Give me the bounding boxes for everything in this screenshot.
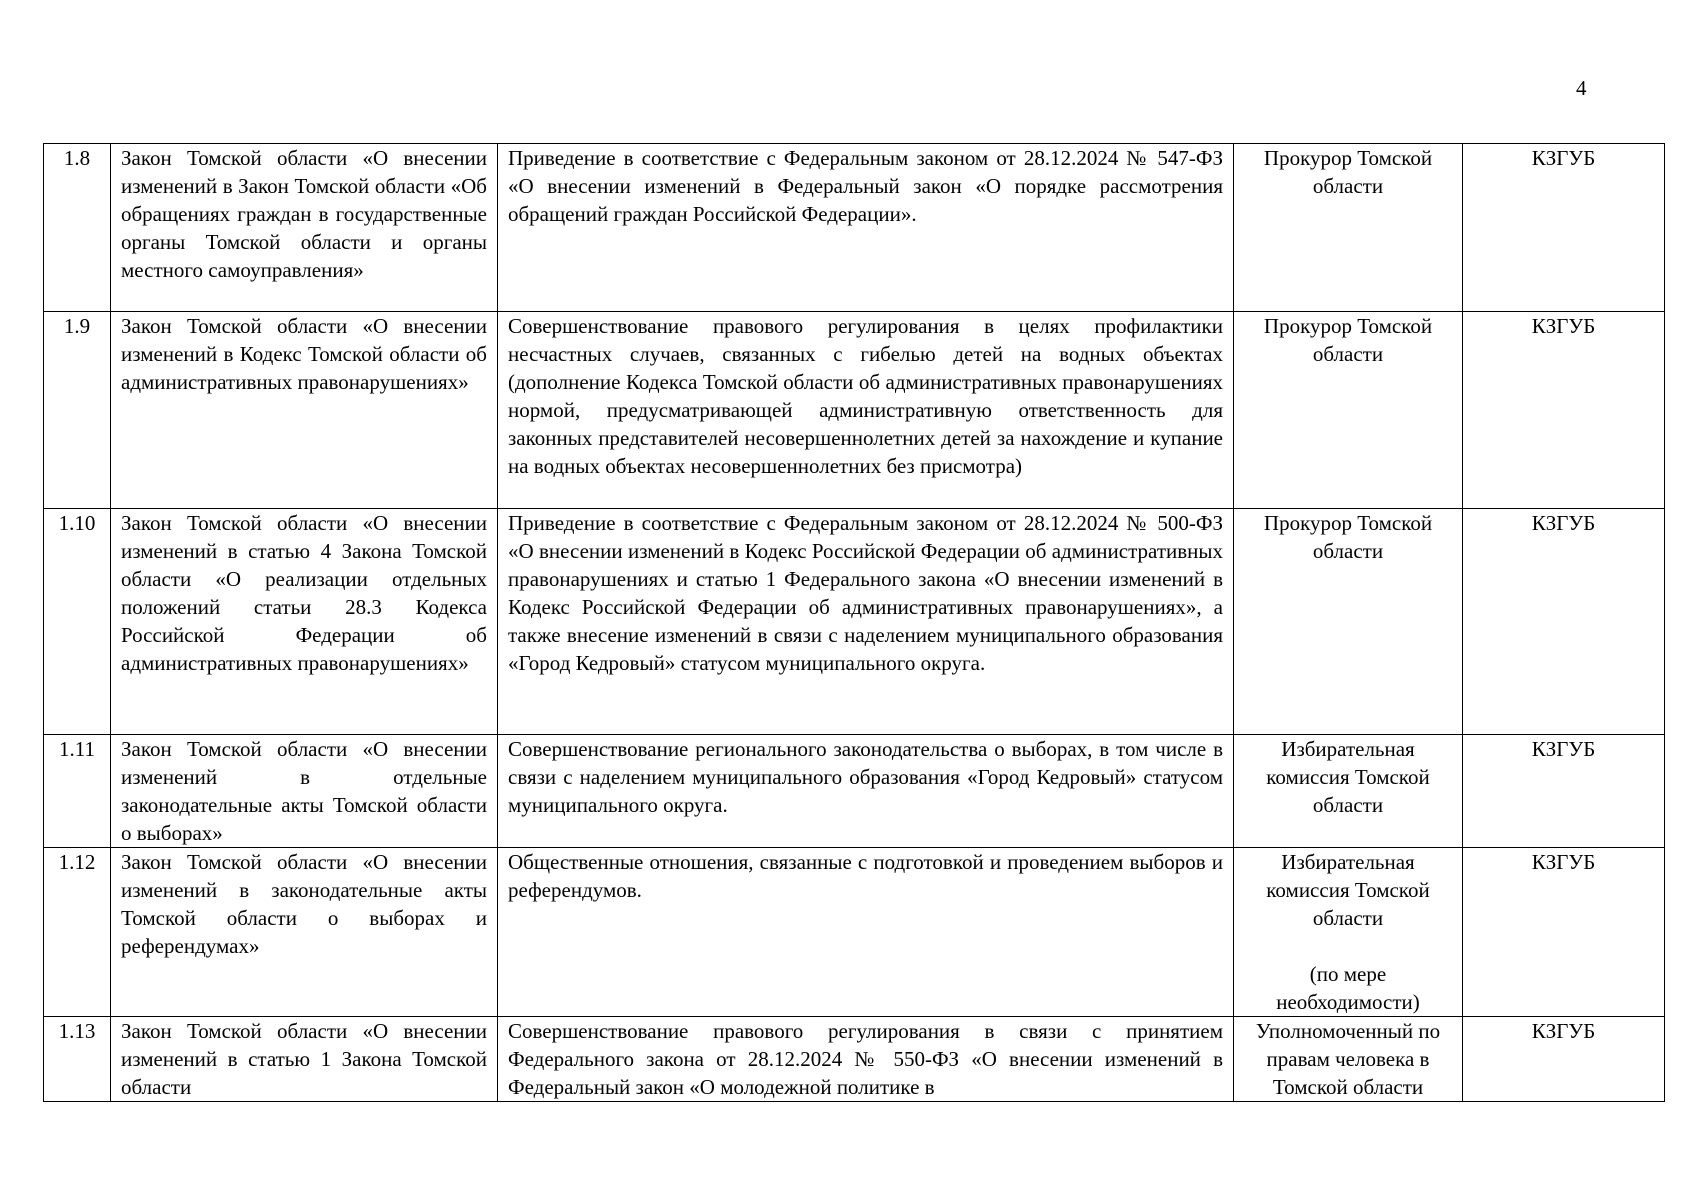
legislation-plan-table [43,143,1665,1102]
initiator-note: (по мере необходимости) [1276,962,1420,1014]
law-title: Закон Томской области «О внесении изменений в Закон Томской области «Об обращениях граждан в государственные органы Томской области и органы местного самоуправления» [111,144,498,312]
row-number: 1.13 [44,1017,111,1102]
table-row [44,848,1665,1017]
law-reason: Приведение в соответствие с Федеральным законом от 28.12.2024 № 500-ФЗ «О внесении изменений в Кодекс Российской Федерации об административных правонарушениях и статью 1 Федерального закона «О внесении изменений в Кодекс Российской Федерации об административных правонарушениях», а также внесение изменений в связи с наделением муниципального образования «Город Кедровый» статусом муниципального округа. [498,509,1234,735]
table-row [44,1017,1665,1102]
initiator: Избирательная комиссия Томской области [1266,850,1430,930]
initiator-cell [1234,848,1463,1017]
responsible-committee: КЗГУБ [1463,509,1665,735]
law-reason [498,1017,1234,1102]
initiator-cell [1234,144,1463,312]
initiator: Уполномоченный по правам человека в Томской области [1255,1019,1441,1099]
law-title: Закон Томской области «О внесении изменений в законодательные акты Томской области о выборах и референдумах» [111,848,498,1017]
law-title [111,1017,498,1102]
row-number: 1.8 [44,144,111,312]
table-row [44,735,1665,848]
table-row [44,144,1665,312]
table-row [44,509,1665,735]
initiator: Избирательная комиссия Томской области [1266,737,1430,817]
initiator-cell [1234,312,1463,509]
responsible-committee: КЗГУБ [1463,1017,1665,1102]
law-reason: Совершенствование регионального законодательства о выборах, в том числе в связи с наделением муниципального образования «Город Кедровый» статусом муниципального округа. [498,735,1234,848]
row-number: 1.11 [44,735,111,848]
initiator: Прокурор Томской области [1263,314,1433,366]
responsible-committee: КЗГУБ [1463,735,1665,848]
responsible-committee: КЗГУБ [1463,312,1665,509]
law-reason: Приведение в соответствие с Федеральным законом от 28.12.2024 № 547-ФЗ «О внесении изменений в Федеральный закон «О порядке рассмотрения обращений граждан Российской Федерации». [498,144,1234,312]
law-reason: Совершенствование правового регулирования в целях профилактики несчастных случаев, связанных с гибелью детей на водных объектах (дополнение Кодекса Томской области об административных правонарушениях нормой, предусматривающей административную ответственность для законных представителей несовершеннолетних детей за нахождение и купание на водных объектах несовершеннолетних без присмотра) [498,312,1234,509]
law-reason: Общественные отношения, связанные с подготовкой и проведением выборов и референдумов. [498,848,1234,1017]
initiator-cell [1234,1017,1463,1102]
initiator-cell [1234,509,1463,735]
initiator-cell [1234,735,1463,848]
law-reason-text: Совершенствование правового регулирования в связи с принятием Федерального закона от 28.12.2024 № 550-ФЗ «О внесении изменений в Федеральный закон «О молодежной политике в [508,1019,1223,1099]
row-number: 1.9 [44,312,111,509]
page-number: 4 [1576,76,1587,100]
initiator: Прокурор Томской области [1263,511,1433,563]
row-number: 1.12 [44,848,111,1017]
law-title: Закон Томской области «О внесении изменений в отдельные законодательные акты Томской области о выборах» [111,735,498,848]
initiator: Прокурор Томской области [1263,146,1433,198]
law-title: Закон Томской области «О внесении изменений в статью 4 Закона Томской области «О реализации отдельных положений статьи 28.3 Кодекса Российской Федерации об административных правонарушениях» [111,509,498,735]
law-title: Закон Томской области «О внесении изменений в Кодекс Томской области об административных правонарушениях» [111,312,498,509]
responsible-committee: КЗГУБ [1463,848,1665,1017]
table-row [44,312,1665,509]
row-number: 1.10 [44,509,111,735]
responsible-committee: КЗГУБ [1463,144,1665,312]
law-title-text: Закон Томской области «О внесении изменений в статью 1 Закона Томской области [121,1019,487,1099]
